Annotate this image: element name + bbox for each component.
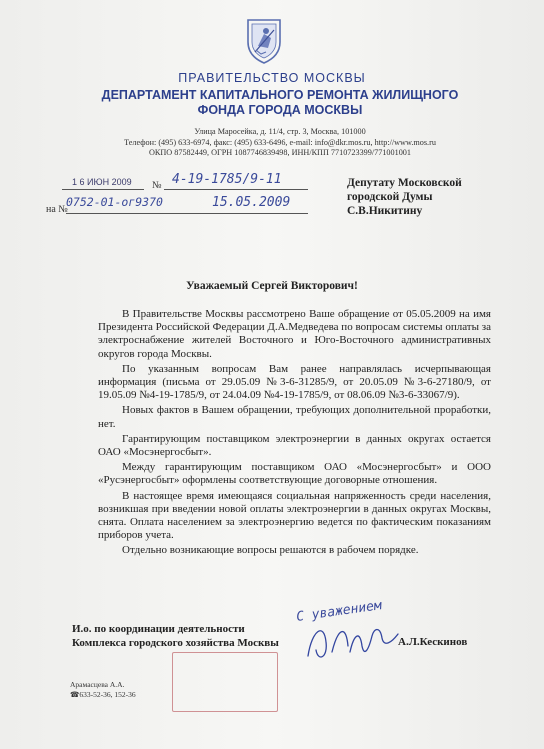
number-prefix: № [152,180,162,191]
executor-phone: ☎633-52-36, 152-36 [70,690,136,699]
body-paragraph: По указанным вопросам Вам ранее направлялась исчерпывающая информация (письма от 29.05.09 №3-6-31285/9, от 20.05.09 №3-6-27180/9, от 19.05.09 №4-19-1785/9, от 24.04.09 №4-19-1785/9, от 08.06.09 №3-6-33067/9). [98,362,491,402]
reference-date: 15.05.2009 [212,195,291,210]
handwritten-closing: С уважением [295,598,383,625]
addressee-line-2: городской Думы [347,191,433,203]
reference-prefix: на № [46,204,68,215]
letter-body [98,308,491,560]
department-contacts [60,127,500,159]
signatory-title-line-2: Комплекса городского хозяйства Москвы [72,637,279,649]
signatory-title [72,622,279,650]
department-line-2: ФОНДА ГОРОДА МОСКВЫ [197,103,363,117]
signatory-title-line-1: И.о. по координации деятельности [72,623,245,635]
body-paragraph: Гарантирующим поставщиком электроэнергии в данных округах остается ОАО «Мосэнергосбыт». [98,432,491,459]
department-name [60,88,500,118]
addressee [347,176,462,218]
address-line-3: ОКПО 87582449, ОГРН 1087746839498, ИНН/КПП 7710723399/771001001 [149,148,411,157]
body-paragraph: Отдельно возникающие вопросы решаются в рабочем порядке. [122,544,419,557]
faded-stamp [172,652,278,712]
addressee-line-3: С.В.Никитину [347,205,423,217]
body-paragraph: В Правительстве Москвы рассмотрено Ваше обращение от 05.05.2009 на имя Президента Российской Федерации Д.А.Медведева по вопросам системы оплаты за электроснабжение жителей Восточного и Юго-Восточного административных округов города Москвы. [98,308,491,360]
moscow-coat-of-arms-icon [244,16,284,64]
greeting: Уважаемый Сергей Викторович! [186,280,358,292]
body-paragraph: В настоящее время имеющаяся социальная напряженность среди населения, возникшая при введении новой оплаты электроэнергии в данных округах Москвы, снята. Оплата населением за электроэнергию ведется по фактическим показаниям приборов учета. [98,489,491,542]
address-line-1: Улица Маросейка, д. 11/4, стр. 3, Москва, 101000 [194,127,366,136]
reference-number: 0752-01-ог9370 [66,195,163,209]
registration-date: 1 6 ИЮН 2009 [72,177,132,187]
signatory-name: А.Л.Кескинов [398,636,468,648]
handwritten-signature [302,612,402,668]
registration-number: 4-19-1785/9-11 [172,172,282,187]
government-name: ПРАВИТЕЛЬСТВО МОСКВЫ [178,71,366,85]
addressee-line-1: Депутату Московской [347,177,462,189]
address-line-2: Телефон: (495) 633-6974, факс: (495) 633-6496, e-mail: info@dkr.mos.ru, http://www.mos.ru [124,137,436,147]
body-paragraph: Новых фактов в Вашем обращении, требующих дополнительной проработки, нет. [98,404,491,430]
executor-name: Арамасцева А.А. [70,680,125,689]
executor-info [70,680,136,700]
body-paragraph: Между гарантирующим поставщиком ОАО «Мосэнергосбыт» и ООО «Русэнергосбыт» оформлены соответствующие договорные отношения. [98,461,491,487]
department-line-1: ДЕПАРТАМЕНТ КАПИТАЛЬНОГО РЕМОНТА ЖИЛИЩНОГО [101,88,459,102]
